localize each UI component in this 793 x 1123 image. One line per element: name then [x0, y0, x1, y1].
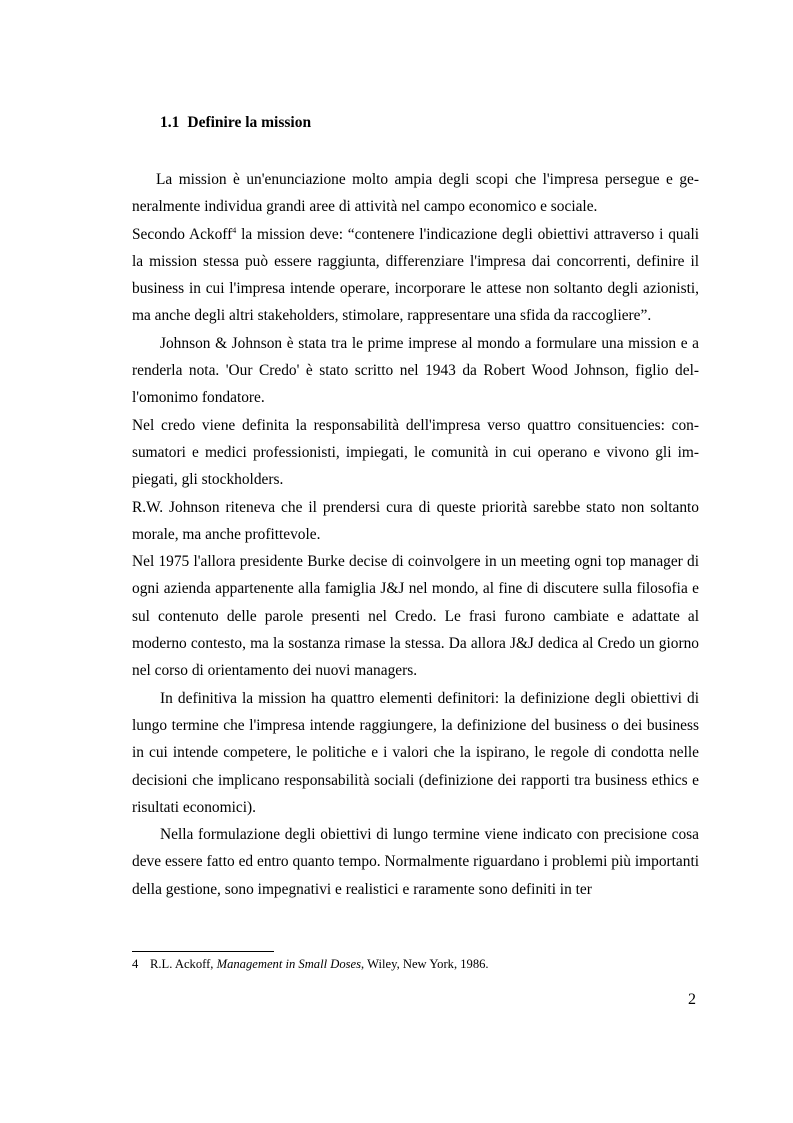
footnote-book-title: Management in Small Doses: [216, 957, 362, 971]
paragraph-ackoff-body: la mission deve: “contenere l'indicazione degli obiettivi attraverso i quali la mission stessa può essere raggiunta, differenziare l'impresa dai concorrenti, definire il business in cui l'impresa intende operare, incorporare le attese non soltanto degli azionisti, ma anche degli altri stakeholders, stimolare, rappresentare una sfida da raccogliere”.: [132, 225, 699, 325]
paragraph-ackoff-quote: [132, 221, 699, 330]
section-title: Definire la mission: [187, 114, 312, 131]
paragraph-johnson-intro: Johnson & Johnson è stata tra le prime imprese al mondo a formulare una mission e a renderla nota. 'Our Credo' è stato scritto nel 1943 da Robert Wood Johnson, figlio dell'omonimo fondatore.: [132, 334, 699, 407]
footnote-reference[interactable]: 4: [232, 225, 237, 235]
paragraph-ackoff-lead: Secondo Ackoff: [132, 225, 233, 243]
footnote-publisher: , Wiley, New York, 1986.: [361, 957, 489, 971]
footnote-number: 4: [132, 957, 139, 971]
paragraph-credo-responsibility: Nel credo viene definita la responsabilità dell'impresa verso quattro consituencies: consumatori e medici professionisti, impiegati, le comunità in cui operano e vivono gli impiegati, gli stockholders.: [132, 416, 699, 489]
paragraph-long-term-objectives: Nella formulazione degli obiettivi di lungo termine viene indicato con precisione cosa deve essere fatto ed entro quanto tempo. Normalmente riguardano i problemi più importanti della gestione, sono impegnativi e realistici e raramente sono definiti in ter: [132, 826, 699, 898]
paragraph-mission-elements: In definitiva la mission ha quattro elementi definitori: la definizione degli obiettivi di lungo termine che l'impresa intende raggiungere, la definizione del business o dei business in cui intende competere, le politiche e i valori che la ispirano, le regole di condotta nelle decisioni che implicano responsabilità sociali (definizione dei rapporti tra business ethics e risultati economici).: [132, 689, 699, 816]
paragraph-rw-johnson: R.W. Johnson riteneva che il prendersi cura di queste priorità sarebbe stato non soltanto morale, ma anche profittevole.: [132, 498, 699, 543]
section-heading: [160, 114, 311, 132]
paragraph-mission-definition: La mission è un'enunciazione molto ampia degli scopi che l'impresa persegue e generalmente individua grandi aree di attività nel campo economico e sociale.: [132, 171, 699, 216]
body-text: [132, 166, 699, 903]
section-number: 1.1: [160, 114, 180, 131]
footnote-separator: [132, 951, 274, 952]
paragraph-burke-meeting: Nel 1975 l'allora presidente Burke decise di coinvolgere in un meeting ogni top manager di ogni azienda appartenente alla famiglia J&J nel mondo, al fine di discutere sulla filosofia e sul contenuto delle parole presenti nel Credo. Le frasi furono cambiate e adattate al moderno contesto, ma la sostanza rimase la stessa. Da allora J&J dedica al Credo un giorno nel corso di orientamento dei nuovi managers.: [132, 553, 699, 680]
page-number: 2: [688, 991, 696, 1008]
footnote-author: R.L. Ackoff,: [150, 957, 217, 971]
footnote: [132, 957, 489, 972]
